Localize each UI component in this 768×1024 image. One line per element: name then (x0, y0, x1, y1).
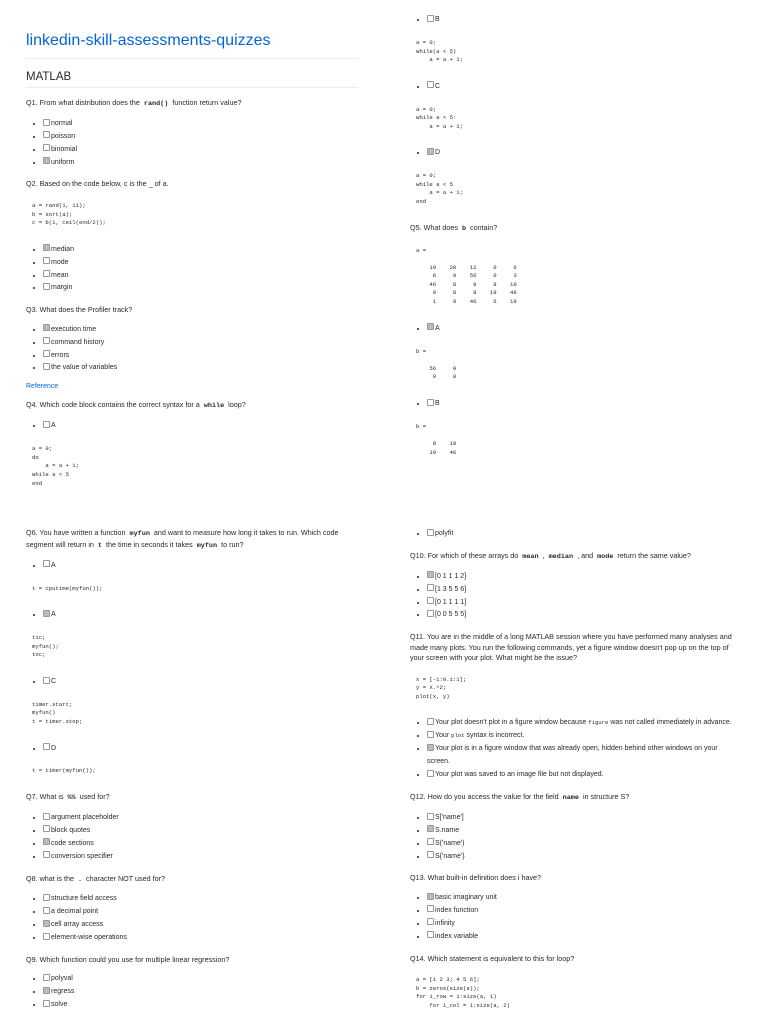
checkbox[interactable] (427, 918, 434, 925)
checkbox[interactable] (43, 838, 50, 845)
checkbox[interactable] (427, 813, 434, 820)
list-item: • Your plot was saved to an image file but not displayed. (427, 769, 742, 782)
checkbox[interactable] (43, 743, 50, 750)
list-item: • S.name (427, 825, 742, 838)
question-2: Q2. Based on the code below, c is the _ of a. (26, 179, 169, 189)
checkbox[interactable] (427, 597, 434, 604)
list-item: • S['name'] (427, 812, 742, 825)
list-item: • block quotes (43, 825, 358, 838)
q3-options (26, 324, 358, 376)
checkbox[interactable] (43, 677, 50, 684)
code-block: b = 8 19 19 46 (416, 422, 457, 456)
checkbox[interactable] (427, 718, 434, 725)
q5-option-b (410, 398, 742, 411)
code-block: tic; myfun(); toc; (32, 634, 59, 659)
checkbox[interactable] (43, 283, 50, 290)
page-1 (0, 0, 384, 512)
list-item: • polyfit (427, 528, 742, 541)
code-block: a = 0; while(a < 5) a = a + 1; (416, 38, 463, 64)
question-14: Q14. Which statement is equivalent to this for loop? (410, 953, 575, 963)
question-9: Q9. Which function could you use for multiple linear regression? (26, 955, 230, 964)
checkbox[interactable] (43, 257, 50, 264)
list-item: • structure field access (43, 893, 358, 906)
q8-options (26, 893, 358, 945)
checkbox[interactable] (43, 270, 50, 277)
q4-option-a (26, 420, 358, 433)
checkbox[interactable] (427, 610, 434, 617)
checkbox[interactable] (427, 399, 434, 406)
checkbox[interactable] (427, 905, 434, 912)
list-item: • a decimal point (43, 906, 358, 919)
list-item: • code sections (43, 838, 358, 851)
checkbox[interactable] (43, 907, 50, 914)
q6-option-b (26, 609, 358, 622)
checkbox[interactable] (43, 610, 50, 617)
code-block: t = cputime(myfun()); (32, 584, 103, 592)
list-item: • infinity (427, 918, 742, 931)
q7-options (26, 812, 358, 864)
list-item: • conversion specifier (43, 851, 358, 864)
q9-options (26, 973, 358, 1012)
page-3 (0, 512, 384, 1024)
question-12: Q12. How do you access the value for the field name in structure S? (410, 792, 630, 802)
list-item: • A (43, 609, 358, 622)
checkbox[interactable] (43, 560, 50, 567)
reference-link[interactable]: Reference (26, 383, 59, 391)
question-8: Q8. what is the . character NOT used for? (26, 873, 165, 884)
checkbox[interactable] (427, 584, 434, 591)
q5-option-a (410, 323, 742, 336)
q1-options (26, 118, 358, 170)
q4-option-c (410, 81, 742, 94)
list-item: • element-wise operations (43, 932, 358, 945)
checkbox[interactable] (427, 851, 434, 858)
code-block: t = timer(myfun()); (32, 767, 96, 775)
question-6: Q6. You have written a function myfun and want to measure how long it takes to run. Which code segment will return in t the time in seconds it takes myfun to run? (26, 528, 339, 550)
list-item: • D (43, 743, 358, 756)
checkbox[interactable] (427, 893, 434, 900)
section-title: MATLAB (26, 71, 358, 88)
q2-options (26, 244, 358, 296)
code-block: a = 0; while a < 5 a = a + 1; end (416, 172, 463, 206)
code-block: a = 0; do a = a + 1; while a < 5 end (32, 445, 79, 487)
list-item: • regress (43, 986, 358, 999)
checkbox[interactable] (43, 1000, 50, 1007)
list-item: • index function (427, 905, 742, 918)
checkbox[interactable] (43, 131, 50, 138)
list-item: • errors (43, 350, 358, 363)
question-5: Q5. What does b contain? (410, 222, 498, 233)
list-item: • solve (43, 999, 358, 1012)
checkbox[interactable] (43, 920, 50, 927)
checkbox[interactable] (43, 350, 50, 357)
checkbox[interactable] (43, 974, 50, 981)
question-13: Q13. What built-in definition does i have? (410, 873, 542, 883)
checkbox[interactable] (43, 157, 50, 164)
checkbox[interactable] (427, 81, 434, 88)
q6-option-a (26, 560, 358, 573)
question-4: Q4. Which code block contains the correct syntax for a while loop? (26, 400, 246, 411)
code-block: b = 56 0 9 8 (416, 347, 457, 381)
list-item: • uniform (43, 157, 358, 170)
checkbox[interactable] (43, 825, 50, 832)
checkbox[interactable] (43, 933, 50, 940)
question-10: Q10. For which of these arrays do mean , median , and mode return the same value? (410, 550, 691, 561)
checkbox[interactable] (43, 987, 50, 994)
list-item: • [0 1 1 1 1] (427, 597, 742, 610)
q12-options (410, 812, 742, 864)
q6-option-c (26, 676, 358, 689)
list-item: • [1 3 5 5 6] (427, 584, 742, 597)
list-item: • binomial (43, 144, 358, 157)
list-item: • C (427, 81, 742, 94)
checkbox[interactable] (427, 744, 434, 751)
checkbox[interactable] (43, 244, 50, 251)
list-item: • Your plot syntax is incorrect. (427, 730, 742, 743)
question-7: Q7. What is %% used for? (26, 792, 110, 803)
checkbox[interactable] (43, 421, 50, 428)
q4-option-b (410, 14, 742, 27)
page-4 (384, 512, 768, 1024)
list-item: • D (427, 147, 742, 160)
code-block: a = 19 20 12 0 6 6 9 56 0 3 46 8 9 8 19 9 8 8 19 46 1 9 46 6 19 (416, 246, 517, 306)
checkbox[interactable] (43, 363, 50, 370)
checkbox[interactable] (427, 825, 434, 832)
list-item: • margin (43, 282, 358, 295)
code-block: a = rand(1, 11); b = sort(a); c = b(1, ceil(end/2)); (32, 201, 106, 227)
checkbox[interactable] (427, 731, 434, 738)
checkbox[interactable] (43, 119, 50, 126)
list-item: • A (427, 323, 742, 336)
list-item: • S('name') (427, 838, 742, 851)
list-item: • Your plot is in a figure window that was already open, hidden behind other windows on your screen. (427, 743, 742, 769)
list-item: • A (43, 560, 358, 573)
list-item: • cell array access (43, 919, 358, 932)
q13-options (410, 892, 742, 944)
list-item: • argument placeholder (43, 812, 358, 825)
list-item: • C (43, 676, 358, 689)
checkbox[interactable] (43, 337, 50, 344)
checkbox[interactable] (427, 323, 434, 330)
checkbox[interactable] (427, 529, 434, 536)
list-item: • basic imaginary unit (427, 892, 742, 905)
question-3: Q3. What does the Profiler track? (26, 305, 133, 315)
list-item: • polyval (43, 973, 358, 986)
question-1: Q1. From what distribution does the rand() function return value? (26, 98, 242, 108)
q9-options-cont (410, 528, 742, 541)
q11-options (410, 717, 742, 782)
checkbox[interactable] (427, 571, 434, 578)
list-item: • mean (43, 270, 358, 283)
list-item: • mode (43, 257, 358, 270)
list-item: • command history (43, 337, 358, 350)
list-item: • the value of variables (43, 362, 358, 375)
checkbox[interactable] (43, 894, 50, 901)
page-2 (384, 0, 768, 512)
checkbox[interactable] (43, 851, 50, 858)
q10-options (410, 571, 742, 623)
list-item: • poisson (43, 131, 358, 144)
list-item: • B (427, 14, 742, 27)
checkbox[interactable] (43, 813, 50, 820)
list-item: • Your plot doesn't plot in a figure window because figure was not called immediately in advance. (427, 717, 742, 730)
list-item: • execution time (43, 324, 358, 337)
checkbox[interactable] (43, 324, 50, 331)
list-item: • S{'name'} (427, 851, 742, 864)
checkbox[interactable] (427, 770, 434, 777)
code-block: a = 0; while a < 5: a = a + 1; (416, 105, 463, 130)
q4-option-d (410, 147, 742, 160)
checkbox[interactable] (427, 148, 434, 155)
question-11: Q11. You are in the middle of a long MATLAB session where you have performed many analyses and made many plots. You run the following commands, yet a figure window doesn't pop up on the top of your screen with your plot. What might be the issue? (410, 632, 732, 663)
list-item: • [0 0 5 5 5] (427, 609, 742, 622)
code-block: timer.start; myfun() t = timer.stop; (32, 700, 83, 725)
code-block: x = [-1:0.1:1]; y = X.^2; plot(x, y) (416, 675, 467, 700)
checkbox[interactable] (427, 931, 434, 938)
list-item: • [0 1 1 1 2] (427, 571, 742, 584)
list-item: • index variable (427, 931, 742, 944)
list-item: • B (427, 398, 742, 411)
list-item: • normal (43, 118, 358, 131)
checkbox[interactable] (43, 144, 50, 151)
checkbox[interactable] (427, 15, 434, 22)
list-item: • median (43, 244, 358, 257)
site-title[interactable]: linkedin-skill-assessments-quizzes (26, 32, 358, 59)
list-item: • A (43, 420, 358, 433)
q6-option-d (26, 743, 358, 756)
code-block: a = [1 2 3; 4 5 6]; b = zeros(size(a)); for i_row = 1:size(a, 1) for i_col = 1:size(a, 2) (416, 975, 510, 1009)
checkbox[interactable] (427, 838, 434, 845)
